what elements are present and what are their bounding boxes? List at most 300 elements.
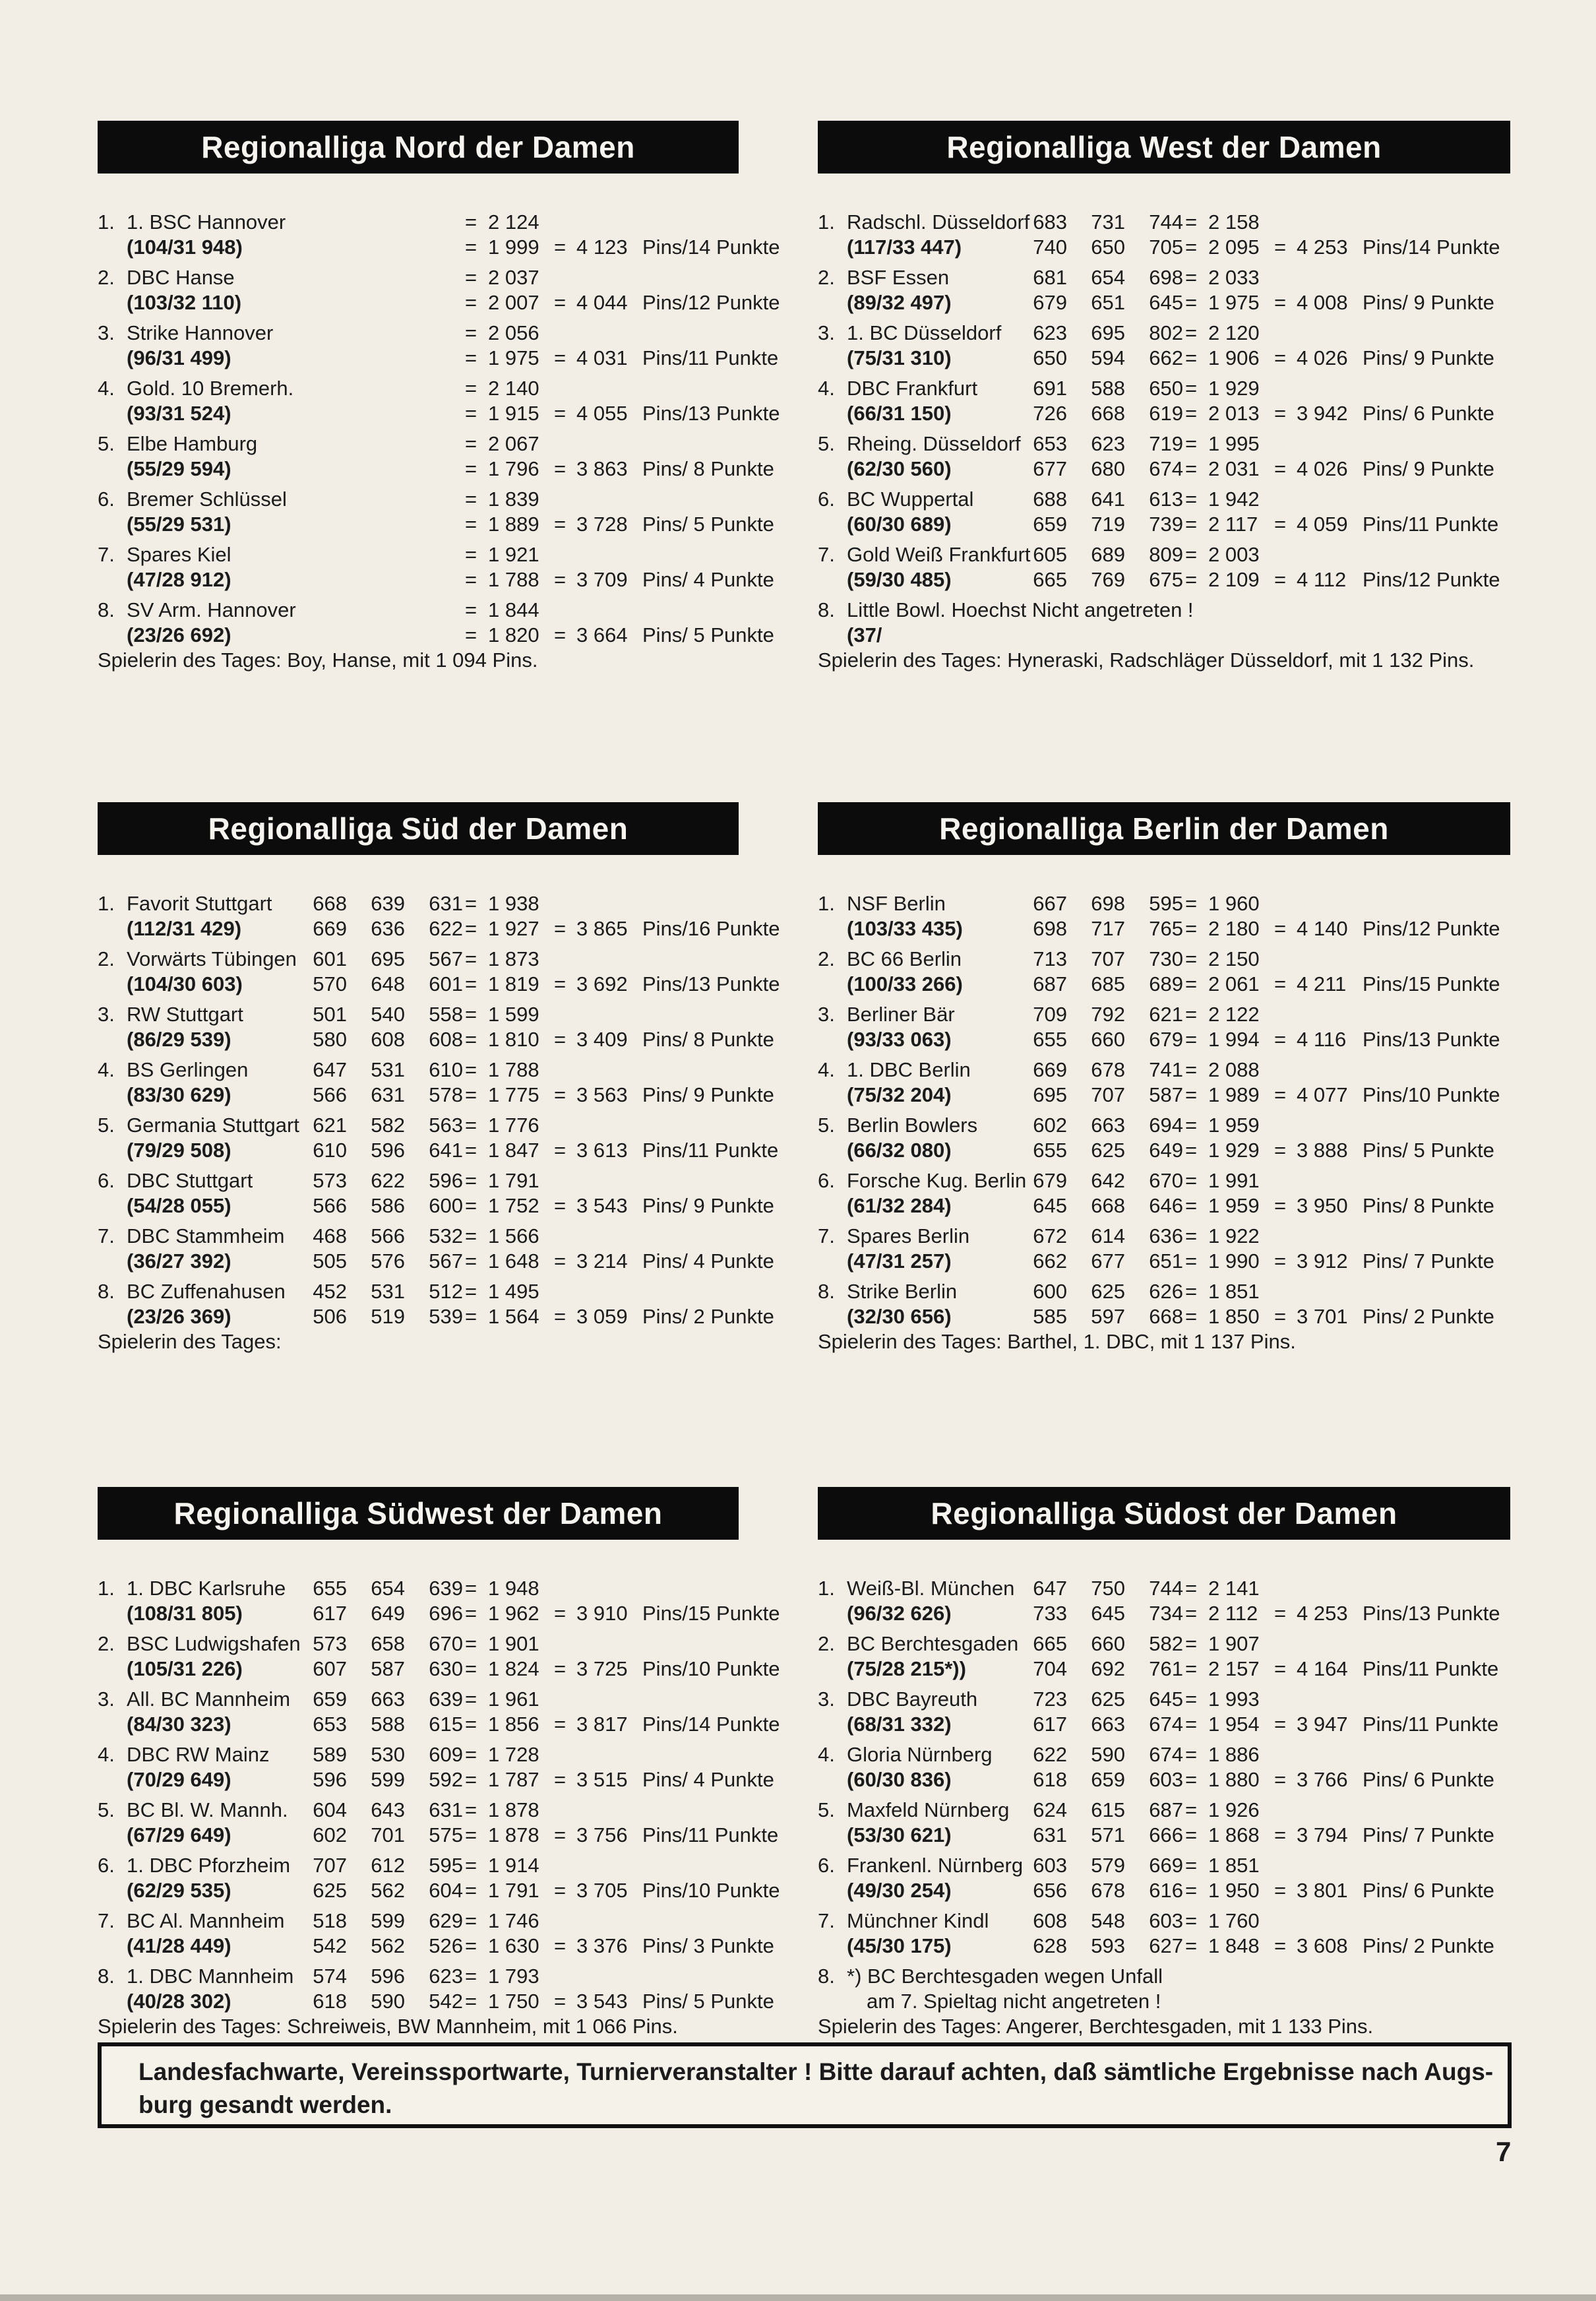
- total-pins: 3 801: [1297, 1879, 1348, 1902]
- team-row-line-1: [818, 1058, 1518, 1082]
- block-total: 1 993: [1208, 1687, 1260, 1711]
- team-record: (40/28 302): [127, 1990, 231, 2013]
- rank: 1.: [818, 1577, 835, 1600]
- equals-sign: =: [464, 346, 477, 369]
- team-record: (117/33 447): [847, 236, 962, 259]
- team-row-line-2: [818, 1249, 1518, 1273]
- points: Pins/13 Punkte: [1363, 1602, 1500, 1625]
- equals-sign: =: [464, 1823, 477, 1846]
- game-score: 649: [371, 1602, 405, 1625]
- total-pins: 3 817: [576, 1713, 628, 1736]
- total-pins: 3 543: [576, 1194, 628, 1217]
- game-score: 589: [313, 1743, 347, 1766]
- game-score: 707: [313, 1854, 347, 1877]
- equals-sign: =: [1184, 1003, 1198, 1026]
- team-row-line-1: [98, 1224, 765, 1248]
- equals-sign: =: [464, 1768, 477, 1791]
- team-name: BC Bl. W. Mannh.: [127, 1798, 288, 1821]
- team-row-line-2: [98, 1194, 774, 1218]
- team-name: Vorwärts Tübingen: [127, 947, 297, 970]
- team-row-line-1: [98, 1965, 765, 1988]
- team-record: (104/30 603): [127, 972, 243, 995]
- game-score: 628: [1033, 1934, 1067, 1957]
- game-score: 526: [429, 1934, 463, 1957]
- block-total: 2 031: [1208, 457, 1260, 480]
- game-score: 677: [1033, 457, 1067, 480]
- team-row-line-2: [818, 1879, 1518, 1903]
- game-score: 540: [371, 1003, 405, 1026]
- team-row-line-1: [818, 210, 1518, 234]
- game-score: 629: [429, 1909, 463, 1932]
- equals-sign: =: [464, 623, 477, 646]
- game-score: 631: [1033, 1823, 1067, 1846]
- team-record: (75/31 310): [847, 346, 952, 369]
- team-row-line-1: [818, 432, 1518, 456]
- equals-sign: =: [464, 543, 477, 566]
- team-row: [818, 1577, 1518, 1628]
- points: Pins/ 6 Punkte: [1363, 402, 1494, 425]
- team-row-line-2: [98, 1879, 780, 1903]
- game-score: 687: [1149, 1798, 1183, 1821]
- game-score: 739: [1149, 513, 1183, 536]
- block-total: 1 995: [1208, 432, 1260, 455]
- game-score: 518: [313, 1909, 347, 1932]
- equals-sign: =: [553, 1713, 567, 1736]
- rank: 2.: [818, 947, 835, 970]
- total-pins: 4 077: [1297, 1083, 1348, 1106]
- game-score: 603: [1149, 1768, 1183, 1791]
- block-total: 1 942: [1208, 488, 1260, 511]
- game-score: 531: [371, 1280, 405, 1303]
- block-total: 2 061: [1208, 972, 1260, 995]
- equals-sign: =: [1184, 1139, 1198, 1162]
- total-pins: 3 910: [576, 1602, 628, 1625]
- equals-sign: =: [1184, 568, 1198, 591]
- points: Pins/13 Punkte: [642, 402, 780, 425]
- equals-sign: =: [1274, 1713, 1287, 1736]
- game-score: 654: [1091, 266, 1125, 289]
- points: Pins/10 Punkte: [1363, 1083, 1500, 1106]
- game-score: 601: [429, 972, 463, 995]
- team-row-line-1: [98, 1114, 765, 1137]
- total-pins: 4 112: [1297, 568, 1347, 591]
- equals-sign: =: [1184, 488, 1198, 511]
- game-score: 623: [429, 1965, 463, 1988]
- team-row-line-1: [98, 1003, 765, 1026]
- team-row-line-1: [818, 892, 1518, 916]
- team-row-line-1: [818, 1169, 1518, 1193]
- team-row-line-1: [818, 1854, 1518, 1877]
- team-row-line-1: [98, 321, 765, 345]
- rank: 4.: [98, 377, 115, 400]
- team-name: Forsche Kug. Berlin: [847, 1169, 1027, 1192]
- equals-sign: =: [1184, 377, 1198, 400]
- team-row-line-2: [818, 457, 1518, 481]
- team-row-line-1: [98, 1854, 765, 1877]
- game-score: 604: [429, 1879, 463, 1902]
- team-row-line-2: [98, 513, 774, 536]
- game-score: 792: [1091, 1003, 1125, 1026]
- points: Pins/11 Punkte: [1363, 513, 1499, 536]
- block-total: 1 901: [488, 1632, 539, 1655]
- block-total: 1 788: [488, 1058, 539, 1081]
- equals-sign: =: [1184, 1083, 1198, 1106]
- team-name: RW Stuttgart: [127, 1003, 243, 1026]
- game-score: 573: [313, 1169, 347, 1192]
- section-title: Regionalliga West der Damen: [818, 121, 1510, 173]
- rank: 2.: [98, 1632, 115, 1655]
- total-pins: 4 026: [1297, 457, 1348, 480]
- game-score: 587: [1149, 1083, 1183, 1106]
- section-title: Regionalliga Südost der Damen: [818, 1487, 1510, 1540]
- block-total: 2 067: [488, 432, 539, 455]
- equals-sign: =: [1184, 1280, 1198, 1303]
- game-score: 625: [1091, 1687, 1125, 1711]
- equals-sign: =: [553, 513, 567, 536]
- points: Pins/ 2 Punkte: [642, 1305, 774, 1328]
- team-row-line-1: [818, 1798, 1518, 1822]
- game-score: 505: [313, 1249, 347, 1273]
- equals-sign: =: [464, 377, 477, 400]
- points: Pins/ 8 Punkte: [1363, 1194, 1494, 1217]
- points: Pins/11 Punkte: [1363, 1713, 1499, 1736]
- block-total: 1 961: [488, 1687, 539, 1711]
- equals-sign: =: [1184, 1305, 1198, 1328]
- equals-sign: =: [464, 457, 477, 480]
- block-total: 1 851: [1208, 1280, 1260, 1303]
- section-title: Regionalliga Südwest der Damen: [98, 1487, 739, 1540]
- equals-sign: =: [1184, 1169, 1198, 1192]
- block-total: 2 013: [1208, 402, 1260, 425]
- rank: 5.: [98, 432, 115, 455]
- block-total: 2 056: [488, 321, 539, 344]
- team-row-line-2: [98, 1083, 774, 1107]
- game-score: 600: [429, 1194, 463, 1217]
- team-record: (89/32 497): [847, 291, 952, 314]
- team-record: (104/31 948): [127, 236, 243, 259]
- game-score: 733: [1033, 1602, 1067, 1625]
- team-row-line-1: [818, 1114, 1518, 1137]
- block-total: 1 787: [488, 1768, 539, 1791]
- block-total: 1 994: [1208, 1028, 1260, 1051]
- equals-sign: =: [553, 1602, 567, 1625]
- total-pins: 4 164: [1297, 1657, 1348, 1680]
- team-row-line-2: [98, 917, 780, 941]
- game-score: 696: [429, 1602, 463, 1625]
- team-record: (49/30 254): [847, 1879, 952, 1902]
- total-pins: 3 794: [1297, 1823, 1348, 1846]
- block-total: 1 752: [488, 1194, 539, 1217]
- team-row-line-2: [818, 346, 1518, 370]
- points: Pins/10 Punkte: [642, 1657, 780, 1680]
- game-score: 512: [429, 1280, 463, 1303]
- equals-sign: =: [553, 1990, 567, 2013]
- team-row-line-1: [98, 1058, 765, 1082]
- team-row: [818, 266, 1518, 317]
- block-total: 1 950: [1208, 1879, 1260, 1902]
- points: Pins/ 6 Punkte: [1363, 1768, 1494, 1791]
- block-total: 1 847: [488, 1139, 539, 1162]
- block-total: 1 929: [1208, 377, 1260, 400]
- team-row-line-1: [818, 1687, 1518, 1711]
- equals-sign: =: [1184, 947, 1198, 970]
- equals-sign: =: [464, 488, 477, 511]
- block-total: 1 868: [1208, 1823, 1260, 1846]
- block-total: 1 760: [1208, 1909, 1260, 1932]
- equals-sign: =: [1274, 1657, 1287, 1680]
- game-score: 662: [1033, 1249, 1067, 1273]
- team-row-line-1: [818, 266, 1518, 290]
- equals-sign: =: [1184, 1854, 1198, 1877]
- rank: 3.: [818, 321, 835, 344]
- game-score: 576: [371, 1249, 405, 1273]
- game-score: 642: [1091, 1169, 1125, 1192]
- game-score: 769: [1091, 568, 1125, 591]
- team-name: All. BC Mannheim: [127, 1687, 291, 1711]
- rank: 1.: [98, 892, 115, 915]
- equals-sign: =: [464, 1965, 477, 1988]
- block-total: 1 564: [488, 1305, 539, 1328]
- equals-sign: =: [464, 266, 477, 289]
- game-score: 802: [1149, 321, 1183, 344]
- points: Pins/ 4 Punkte: [642, 568, 774, 591]
- block-total: 1 914: [488, 1854, 539, 1877]
- rank: 6.: [98, 488, 115, 511]
- rank: 1.: [818, 892, 835, 915]
- game-score: 650: [1091, 236, 1125, 259]
- game-score: 688: [1033, 488, 1067, 511]
- game-score: 621: [1149, 1003, 1183, 1026]
- points: Pins/ 6 Punkte: [1363, 1879, 1494, 1902]
- game-score: 570: [313, 972, 347, 995]
- points: Pins/16 Punkte: [642, 917, 780, 940]
- block-total: 2 140: [488, 377, 539, 400]
- equals-sign: =: [464, 1632, 477, 1655]
- block-total: 1 810: [488, 1028, 539, 1051]
- total-pins: 3 664: [576, 623, 628, 646]
- rank: 4.: [818, 377, 835, 400]
- equals-sign: =: [1274, 1139, 1287, 1162]
- game-score: 542: [429, 1990, 463, 2013]
- equals-sign: =: [1184, 1632, 1198, 1655]
- block-total: 1 776: [488, 1114, 539, 1137]
- block-total: 2 141: [1208, 1577, 1260, 1600]
- team-row-line-2: [818, 623, 1518, 647]
- equals-sign: =: [1274, 402, 1287, 425]
- game-score: 599: [371, 1768, 405, 1791]
- total-pins: 3 705: [576, 1879, 628, 1902]
- game-score: 539: [429, 1305, 463, 1328]
- game-score: 765: [1149, 917, 1183, 940]
- team-name: Spares Berlin: [847, 1224, 970, 1247]
- team-record: (36/27 392): [127, 1249, 231, 1273]
- game-score: 655: [1033, 1028, 1067, 1051]
- game-score: 575: [429, 1823, 463, 1846]
- team-record: (75/28 215*)): [847, 1657, 966, 1680]
- game-score: 670: [1149, 1169, 1183, 1192]
- equals-sign: =: [553, 1083, 567, 1106]
- block-total: 1 907: [1208, 1632, 1260, 1655]
- team-row-line-2: [818, 1083, 1518, 1107]
- game-score: 650: [1149, 377, 1183, 400]
- game-score: 548: [1091, 1909, 1125, 1932]
- game-score: 506: [313, 1305, 347, 1328]
- equals-sign: =: [553, 1194, 567, 1217]
- game-score: 656: [1033, 1879, 1067, 1902]
- section-title: Regionalliga Berlin der Damen: [818, 802, 1510, 855]
- game-score: 596: [371, 1965, 405, 1988]
- game-score: 717: [1091, 917, 1125, 940]
- team-row: [818, 210, 1518, 262]
- section-nord: [98, 121, 780, 672]
- equals-sign: =: [1184, 291, 1198, 314]
- game-score: 683: [1033, 210, 1067, 234]
- team-name: Spares Kiel: [127, 543, 231, 566]
- team-name: Gloria Nürnberg: [847, 1743, 993, 1766]
- team-record: (83/30 629): [127, 1083, 231, 1106]
- team-row: [818, 1743, 1518, 1794]
- game-score: 658: [371, 1632, 405, 1655]
- rank: 7.: [818, 1909, 835, 1932]
- points: Pins/ 4 Punkte: [642, 1768, 774, 1791]
- total-pins: 4 008: [1297, 291, 1348, 314]
- team-record: (70/29 649): [127, 1768, 231, 1791]
- team-row-line-1: [98, 543, 765, 567]
- team-row: [818, 1632, 1518, 1684]
- player-of-day: Spielerin des Tages: Angerer, Berchtesgaden, mit 1 133 Pins.: [818, 2015, 1374, 2038]
- team-record: (62/29 535): [127, 1879, 231, 1902]
- equals-sign: =: [553, 346, 567, 369]
- team-row: [98, 1577, 780, 1628]
- equals-sign: =: [553, 623, 567, 646]
- points: Pins/ 5 Punkte: [1363, 1139, 1494, 1162]
- game-score: 674: [1149, 1713, 1183, 1736]
- game-score: 599: [371, 1909, 405, 1932]
- equals-sign: =: [1274, 1934, 1287, 1957]
- game-score: 590: [371, 1990, 405, 2013]
- equals-sign: =: [1184, 1657, 1198, 1680]
- team-name: BC Zuffenahusen: [127, 1280, 286, 1303]
- player-of-day: Spielerin des Tages: Hyneraski, Radschläger Düsseldorf, mit 1 132 Pins.: [818, 648, 1475, 672]
- equals-sign: =: [464, 1139, 477, 1162]
- team-record: (55/29 531): [127, 513, 231, 536]
- game-score: 679: [1149, 1028, 1183, 1051]
- game-score: 665: [1033, 1632, 1067, 1655]
- rank: 5.: [818, 432, 835, 455]
- game-score: 590: [1091, 1743, 1125, 1766]
- rank: 3.: [818, 1687, 835, 1711]
- team-row-line-1: [818, 1965, 1518, 1988]
- game-score: 651: [1149, 1249, 1183, 1273]
- block-total: 1 922: [1208, 1224, 1260, 1247]
- game-score: 666: [1149, 1823, 1183, 1846]
- game-score: 531: [371, 1058, 405, 1081]
- points: Pins/ 2 Punkte: [1363, 1305, 1494, 1328]
- block-total: 1 959: [1208, 1114, 1260, 1137]
- game-score: 530: [371, 1743, 405, 1766]
- equals-sign: =: [1274, 1305, 1287, 1328]
- game-score: 707: [1091, 1083, 1125, 1106]
- section-suedost: [818, 1487, 1518, 2038]
- team-name: Münchner Kindl: [847, 1909, 989, 1932]
- team-row: [98, 1224, 774, 1276]
- points: Pins/ 4 Punkte: [642, 1249, 774, 1273]
- rank: 6.: [818, 1169, 835, 1192]
- rank: 4.: [98, 1743, 115, 1766]
- total-pins: 3 766: [1297, 1768, 1348, 1791]
- team-name: Berlin Bowlers: [847, 1114, 978, 1137]
- rank: 5.: [818, 1798, 835, 1821]
- team-row: [818, 598, 1518, 650]
- rank: 2.: [98, 947, 115, 970]
- game-score: 562: [371, 1934, 405, 1957]
- equals-sign: =: [1274, 568, 1287, 591]
- team-name: Frankenl. Nürnberg: [847, 1854, 1024, 1877]
- notice-box: [98, 2042, 1512, 2128]
- game-score: 567: [429, 1249, 463, 1273]
- game-score: 719: [1091, 513, 1125, 536]
- game-score: 578: [429, 1083, 463, 1106]
- team-row: [98, 1114, 779, 1165]
- block-total: 1 791: [488, 1879, 539, 1902]
- block-total: 1 948: [488, 1577, 539, 1600]
- team-row-line-2: [98, 291, 780, 315]
- team-name: SV Arm. Hannover: [127, 598, 296, 621]
- points: Pins/15 Punkte: [642, 1602, 780, 1625]
- rank: 7.: [818, 543, 835, 566]
- block-total: 1 975: [488, 346, 539, 369]
- team-row-line-2: [818, 1934, 1518, 1958]
- rank: 2.: [98, 266, 115, 289]
- block-total: 2 120: [1208, 321, 1260, 344]
- equals-sign: =: [1184, 1028, 1198, 1051]
- game-score: 627: [1149, 1934, 1183, 1957]
- team-row: [818, 1003, 1518, 1054]
- game-score: 707: [1091, 947, 1125, 970]
- equals-sign: =: [464, 1602, 477, 1625]
- total-pins: 3 942: [1297, 402, 1348, 425]
- equals-sign: =: [1184, 1249, 1198, 1273]
- game-score: 709: [1033, 1003, 1067, 1026]
- team-row-line-2: [98, 568, 774, 592]
- game-score: 615: [429, 1713, 463, 1736]
- game-score: 654: [371, 1577, 405, 1600]
- game-score: 571: [1091, 1823, 1125, 1846]
- team-row: [818, 1965, 1518, 2016]
- total-pins: 3 728: [576, 513, 628, 536]
- points: Pins/ 9 Punkte: [642, 1083, 774, 1106]
- rank: 8.: [98, 1965, 115, 1988]
- team-row-line-2: [98, 1713, 780, 1736]
- team-row-line-2: [818, 1990, 1518, 2013]
- team-row-line-1: [98, 1909, 765, 1933]
- points: Pins/ 8 Punkte: [642, 457, 774, 480]
- total-pins: 4 140: [1297, 917, 1348, 940]
- team-row-line-1: [98, 947, 765, 971]
- team-name: Bremer Schlüssel: [127, 488, 287, 511]
- rank: 8.: [818, 598, 835, 621]
- points: Pins/13 Punkte: [642, 972, 780, 995]
- game-score: 704: [1033, 1657, 1067, 1680]
- equals-sign: =: [553, 1305, 567, 1328]
- equals-sign: =: [464, 1028, 477, 1051]
- team-row-line-2: [98, 1249, 774, 1273]
- block-total: 2 007: [488, 291, 539, 314]
- equals-sign: =: [1274, 457, 1287, 480]
- equals-sign: =: [1184, 1602, 1198, 1625]
- total-pins: 3 912: [1297, 1249, 1348, 1273]
- team-name: BSF Essen: [847, 266, 950, 289]
